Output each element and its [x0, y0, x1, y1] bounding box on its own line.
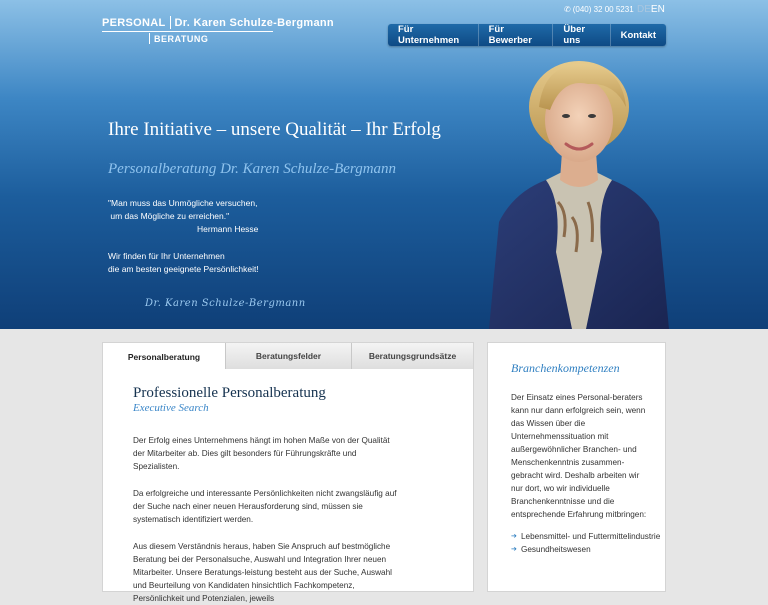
- portrait-image: [484, 52, 674, 329]
- tab-beratungsfelder[interactable]: Beratungsfelder: [225, 343, 351, 369]
- tagline-line: Wir finden für Ihr Unternehmen: [108, 251, 225, 261]
- tab-bar: [103, 343, 473, 369]
- hero-headline: Ihre Initiative – unsere Qualität – Ihr Erfolg: [108, 119, 441, 140]
- arrow-icon: ➔: [511, 533, 517, 540]
- panel-paragraph: Der Erfolg eines Unternehmens hängt im hohen Maße von der Qualität der Mitarbeiter ab. Dies gilt besonders für Führungskräfte und Spezialisten.: [133, 436, 390, 471]
- signature: Dr. Karen Schulze-Bergmann: [145, 298, 306, 309]
- content-panel: [102, 342, 474, 603]
- arrow-icon: ➔: [511, 546, 517, 553]
- panel-paragraph: Aus diesem Verständnis heraus, haben Sie Anspruch auf bestmögliche Beratung bei der Personalsuche, Auswahl und Integration Ihrer neuen Mitarbeiter. Unsere Beratungs-leistung besteht aus der Suche, Auswahl und Beurteilung von Kandidaten hinsichtlich Fachkompetenz, Persönlichkeit und Potenzialen, jeweils: [133, 542, 392, 603]
- sidebar-list: [511, 530, 665, 556]
- panel-title: Professionelle Personalberatung: [133, 385, 326, 401]
- list-item-label: Lebensmittel- und Futtermittelindustrie: [521, 532, 661, 541]
- list-item[interactable]: [511, 543, 665, 556]
- sidebar-text: Der Einsatz eines Personal-beraters kann nur dann erfolgreich sein, wenn das Wissen über die Unternehmenssituation mit außergewöhnlicher Branchen- und Menschenkenntnis zusammen-gebracht wird. Deshalb arbeiten wir nur dort, wo wir individuelle Branchenkenntnisse und die entsprechende Erfahrung mitbringen:: [511, 393, 647, 519]
- hero-subheadline: Personalberatung Dr. Karen Schulze-Bergmann: [108, 161, 397, 177]
- list-item[interactable]: [511, 530, 665, 543]
- phone-number[interactable]: [564, 5, 634, 14]
- nav-fuer-bewerber[interactable]: Für Bewerber: [479, 24, 554, 46]
- quote-line: um das Mögliche zu erreichen.": [108, 211, 230, 221]
- nav-kontakt[interactable]: Kontakt: [620, 29, 656, 41]
- lang-de-link[interactable]: DE: [637, 4, 651, 15]
- tab-personalberatung[interactable]: Personalberatung: [103, 343, 225, 370]
- logo-name: Dr. Karen Schulze-Bergmann: [174, 16, 334, 29]
- logo-beratung: BERATUNG: [154, 33, 209, 44]
- logo-personal: PERSONAL: [102, 16, 166, 29]
- language-switcher: [637, 4, 665, 15]
- quote-line: "Man muss das Unmögliche versuchen,: [108, 198, 258, 208]
- phone-text: (040) 32 00 5231: [572, 5, 634, 14]
- panel-paragraph: Da erfolgreiche und interessante Persönlichkeiten nicht zwangsläufig auf der Suche nach einer neuen Herausforderung sind, müssen sie systematisch identifiziert werden.: [133, 489, 397, 524]
- main-nav: [388, 24, 666, 46]
- logo[interactable]: [102, 16, 334, 44]
- phone-icon: ✆: [564, 5, 571, 14]
- lang-en-link[interactable]: EN: [650, 4, 665, 15]
- sidebar-title: Branchenkompetenzen: [511, 361, 620, 375]
- nav-ueber-uns[interactable]: Über uns: [553, 24, 610, 46]
- hero-tagline: [108, 250, 259, 276]
- tagline-line: die am besten geeignete Persönlichkeit!: [108, 264, 259, 274]
- nav-fuer-unternehmen[interactable]: Für Unternehmen: [388, 24, 479, 46]
- list-item-label: Gesundheitswesen: [521, 545, 591, 554]
- quote-author: Hermann Hesse: [197, 224, 259, 234]
- tab-beratungsgrundsaetze[interactable]: Beratungsgrundsätze: [351, 343, 473, 369]
- hero-quote: [108, 197, 258, 236]
- sidebar-box: [487, 342, 666, 592]
- panel-subtitle: Executive Search: [133, 402, 209, 414]
